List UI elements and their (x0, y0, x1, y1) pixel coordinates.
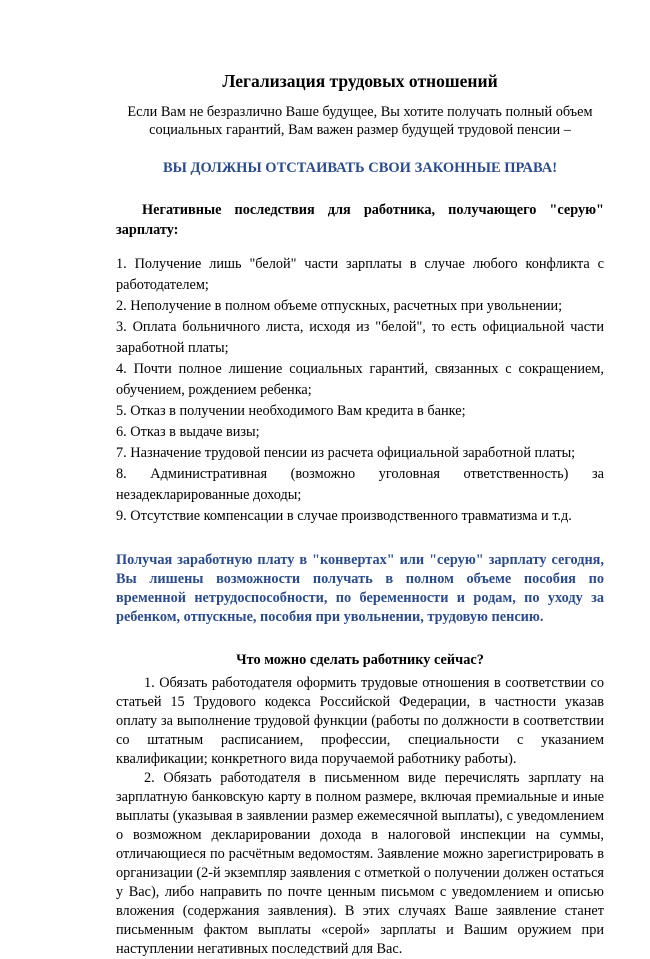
list-item: 2. Обязать работодателя в письменном виде перечислять зарплату на зарплатную банковскую карту в полном размере, включая премиальные и иные выплаты (указывая в заявлении размер ежемесячной выплаты), с уведомлением о возможном декларировании дохода в налоговой инспекции на суммы, отличающиеся по расчётным ведомостям. Заявление можно зарегистрировать в организации (2-й экземпляр заявления с отметкой о получении должен остаться у Вас), либо направить по почте ценным письмом с уведомлением и описью вложения (содержания заявления). В этих случаях Ваше заявление станет письменным фактом выплаты «серой» зарплаты и Вашим оружием при наступлении негативных последствий для Вас. (116, 770, 604, 957)
list-item: 5. Отказ в получении необходимого Вам кредита в банке; (116, 403, 466, 419)
list-item: 8. Административная (возможно уголовная ответственность) за незадекларированные доходы; (116, 466, 604, 503)
negative-consequences-list (116, 254, 604, 527)
document-title: Легализация трудовых отношений (222, 71, 498, 91)
list-item: 9. Отсутствие компенсации в случае производственного травматизма и т.д. (116, 508, 572, 524)
negative-consequences-heading: Негативные последствия для работника, получающего "серую" зарплату: (116, 202, 604, 238)
list-item: 4. Почти полное лишение социальных гарантий, связанных с сокращением, обучением, рождением ребенка; (116, 361, 604, 398)
what-to-do-list (116, 674, 604, 959)
intro-paragraph: Если Вам не безразлично Ваше будущее, Вы хотите получать полный объем социальных гарантий, Вам важен размер будущей трудовой пенсии – (127, 104, 593, 138)
list-item: 2. Неполучение в полном объеме отпускных, расчетных при увольнении; (116, 298, 563, 314)
warning-paragraph: Получая заработную плату в "конвертах" или "серую" зарплату сегодня, Вы лишены возможности получать в полном объеме пособия по временной нетрудоспособности, по беременности и родам, по уходу за ребенком, отпускные, пособия при увольнении, трудовую пенсию. (116, 552, 604, 625)
list-item: 1. Обязать работодателя оформить трудовые отношения в соответствии со статьей 15 Трудового кодекса Российской Федерации, в частности указав оплату за выполнение трудовой функции (работы по должности в соответствии со штатным расписанием, профессии, специальности с указанием квалификации; конкретного вида поручаемой работнику работы). (116, 675, 604, 767)
slogan: ВЫ ДОЛЖНЫ ОТСТАИВАТЬ СВОИ ЗАКОННЫЕ ПРАВА! (162, 160, 558, 176)
list-item: 1. Получение лишь "белой" части зарплаты в случае любого конфликта с работодателем; (116, 256, 604, 293)
list-item: 3. Оплата больничного листа, исходя из "белой", то есть официальной части заработной платы; (116, 319, 604, 356)
list-item: 6. Отказ в выдаче визы; (116, 424, 260, 440)
list-item: 7. Назначение трудовой пенсии из расчета официальной заработной платы; (116, 445, 576, 461)
what-to-do-heading: Что можно сделать работнику сейчас? (236, 652, 484, 668)
